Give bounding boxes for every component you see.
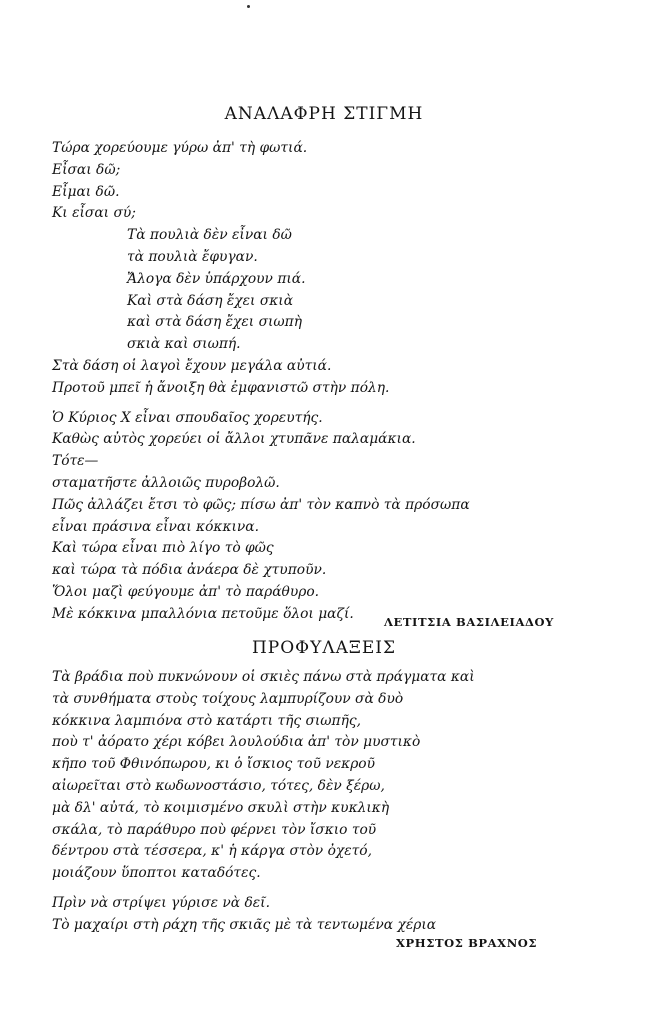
poem-line: αἰωρεῖται στὸ κωδωνοστάσιο, τότες, δὲν ξέρω, (52, 777, 385, 794)
poem-line: Κι εἶσαι σύ; (52, 205, 136, 222)
poem-line: Εἶσαι δῶ; (52, 161, 121, 178)
poem1-author: ΛΕΤΙΤΣΙΑ ΒΑΣΙΛΕΙΑΔΟΥ (384, 615, 554, 629)
poem-line: σκιὰ καὶ σιωπή. (127, 336, 241, 353)
poem-line: Καὶ στὰ δάση ἔχει σκιὰ (127, 292, 294, 309)
poem-line: Ἄλογα δὲν ὑπάρχουν πιά. (127, 270, 306, 287)
poem2-title: ΠΡΟΦΥΛΑΞΕΙΣ (251, 638, 397, 658)
poem-line: εἶναι πράσινα εἶναι κόκκινα. (52, 518, 259, 535)
top-speck (247, 5, 250, 8)
poem-line: ποὺ τ' ἀόρατο χέρι κόβει λουλούδια ἀπ' τὸν μυστικὸ (52, 734, 421, 751)
poem-line: Ὅλοι μαζὶ φεύγουμε ἀπ' τὸ παράθυρο. (52, 583, 320, 600)
poem-line: τὰ συνθήματα στοὺς τοίχους λαμπυρίζουν σὰ δυὸ (52, 690, 404, 707)
poem-line: κῆπο τοῦ Φθινόπωρου, κι ὁ ἴσκιος τοῦ νεκροῦ (52, 756, 375, 773)
poem-line: Καὶ τώρα εἶναι πιὸ λίγο τὸ φῶς (52, 540, 274, 557)
poem-line: Πρὶν νὰ στρίψει γύρισε νὰ δεῖ. (52, 894, 270, 911)
poem2-author: ΧΡΗΣΤΟΣ ΒΡΑΧΝΟΣ (396, 936, 538, 950)
poem-line: μοιάζουν ὕποπτοι καταδότες. (52, 865, 261, 882)
poem-line: κόκκινα λαμπιόνα στὸ κατάρτι τῆς σιωπῆς, (52, 712, 361, 729)
poem1-body (52, 138, 612, 626)
poem-line: σταματῆστε ἀλλοιῶς πυροβολῶ. (52, 474, 280, 491)
poem-line: Τὰ βράδια ποὺ πυκνώνουν οἱ σκιὲς πάνω στὰ πράγματα καὶ (52, 669, 475, 685)
poem-line: Μὲ κόκκινα μπαλλόνια πετοῦμε ὅλοι μαζί. (52, 605, 354, 622)
poem-line: Προτοῦ μπεῖ ἡ ἄνοιξη θὰ ἐμφανιστῶ στὴν πόλη. (52, 379, 390, 396)
poem-line: τὰ πουλιὰ ἔφυγαν. (127, 248, 258, 265)
poem-line: Πῶς ἀλλάζει ἔτσι τὸ φῶς; πίσω ἀπ' τὸν καπνὸ τὰ πρόσωπα (52, 496, 470, 513)
poem-line: Τότε— (52, 453, 99, 470)
poem2-body (52, 667, 612, 937)
poem-line: σκάλα, τὸ παράθυρο ποὺ φέρνει τὸν ἴσκιο τοῦ (52, 821, 377, 838)
poem-line: Καθὼς αὐτὸς χορεύει οἱ ἄλλοι χτυπᾶνε παλαμάκια. (52, 431, 416, 448)
poem-line: δέντρου στὰ τέσσερα, κ' ἡ κάργα στὸν ὀχετό, (52, 843, 372, 860)
poem-line: Εἶμαι δῶ. (52, 183, 120, 200)
poem-line: καὶ στὰ δάση ἔχει σιωπὴ (127, 314, 302, 331)
poem-line: Τώρα χορεύουμε γύρω ἀπ' τὴ φωτιά. (52, 140, 308, 156)
poem1-title: ΑΝΑΛΑΦΡΗ ΣΤΙΓΜΗ (224, 104, 424, 124)
poem-line: καὶ τώρα τὰ πόδια ἀνάερα δὲ χτυποῦν. (52, 562, 327, 579)
poem-line: Τὰ πουλιὰ δὲν εἶναι δῶ (127, 227, 292, 244)
poem-line: Ὁ Κύριος Χ εἶναι σπουδαῖος χορευτής. (52, 409, 323, 426)
poem-line: μὰ δλ' αὐτά, τὸ κοιμισμένο σκυλὶ στὴν κυκλικὴ (52, 799, 390, 816)
poem-line: Τὸ μαχαίρι στὴ ράχη τῆς σκιᾶς μὲ τὰ τεντωμένα χέρια (52, 916, 437, 933)
poem-line: Στὰ δάση οἱ λαγοὶ ἔχουν μεγάλα αὐτιά. (52, 357, 332, 374)
